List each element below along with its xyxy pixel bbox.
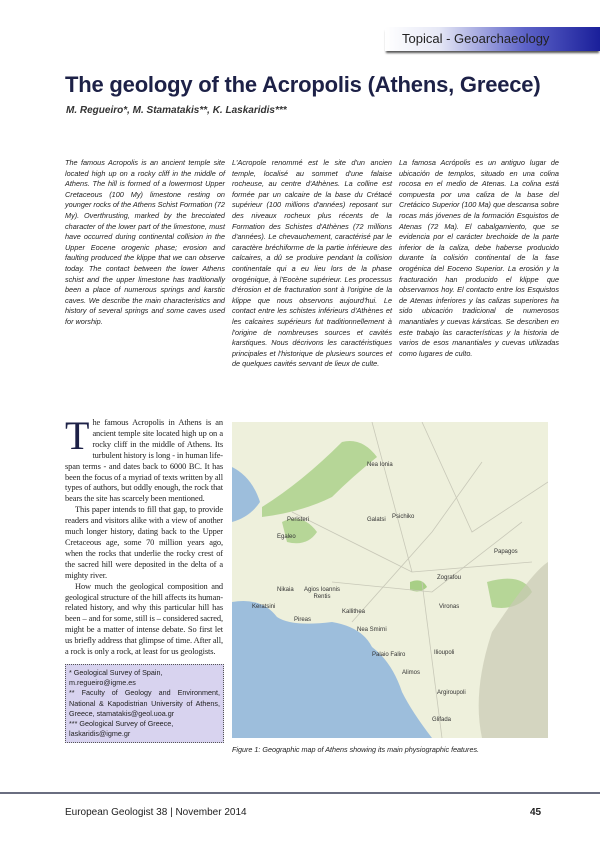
article-authors: M. Regueiro*, M. Stamatakis**, K. Laskaridis*** [66,105,287,116]
page-number: 45 [530,807,542,818]
map-label: Vironas [439,604,460,610]
left-column [65,413,223,743]
map-label: Nikaia [277,587,294,593]
paragraph-3: How much the geological composition and geological structure of the hill affects its human-related history, and why this particular hill has been – and for some, still is – considered sacred, might be a matter of intense debate. So first let us briefly address that glimpse of time. After all, a rock is only a rock, at least for us geologists. [65,581,223,657]
footer-divider [0,792,600,794]
map-label: Pireas [294,617,312,623]
map-label: Alimos [402,670,421,676]
hills [262,441,377,517]
figure-caption: Figure 1: Geographic map of Athens showing its main physiographic features. [232,745,480,754]
journal-issue: European Geologist 38 | November 2014 [65,807,247,818]
body-text [65,413,223,658]
map-label: Papagos [494,549,518,555]
map-graphic [232,422,548,738]
paragraph-2: This paper intends to fill that gap, to provide readers and visitors alike with a view of another much longer history, dating back to the Upper Cretaceous age, some 70 million years ago, when the rocks that underlie the rocky crest of the sacred hill were deposited in the delta of a mighty river. [65,505,223,580]
map-label: Ilioupoli [434,650,455,656]
map-label: Peristeri [287,517,310,523]
map-label: Palaio Faliro [372,652,406,658]
abstract-english: The famous Acropolis is an ancient temple site located high up on a rocky cliff in the middle of Athens. The hill is formed of a lowermost Upper Cretaceous (100 My) limestone resting on younger rocks of the Athens Schist Formation (72 My). Overthrusting, marked by the brecciated character of the lower part of the limestone, must have occurred during continental collision in the Upper Eocene orogenic phase; erosion and faulting produced the klippe that we can observe today. The contact between the lower Athens schist and the upper limestone has traditionally been a place of numerous springs and karstic caves. We describe the main characteristics and history of several springs and some caves used for worship. [65,158,225,326]
map-label: Argiroupoli [437,690,466,696]
athens-map [232,422,548,738]
sea [232,467,260,522]
footnote-2: ** Faculty of Geology and Environment, National & Kapodistrian University of Athens, Greece, stamatakis@geol.uoa.gr [69,688,220,718]
author-affiliations [65,664,224,743]
map-label: Galatsi [367,517,386,523]
map-label: Nea Smirni [357,627,387,633]
map-label: Nea Ionia [367,462,393,468]
section-banner [385,27,600,51]
map-label: Psichiko [392,514,415,520]
map-label: Egaleo [277,534,296,540]
map-label: Kallithea [342,609,366,615]
map-label: Zografou [437,575,462,581]
paragraph-1-text: he famous Acropolis in Athens is an ancient temple site located high up on a rocky cliff in the middle of Athens. Its turbulent history is long - in human life-span terms - and dates back to 6000 BC. It has been the focus of a myriad of texts written by all types of authors, but oddly enough, the rock that bears the site has scarcely been mentioned. [65,418,223,504]
article-title: The geology of the Acropolis (Athens, Greece) [65,72,541,97]
footnote-3: *** Geological Survey of Greece, laskaridis@igme.gr [69,718,174,739]
map-label: Glifada [432,717,452,723]
map-label: Agios Ioannis Rentis [303,587,341,600]
paragraph-1 [65,413,223,505]
abstract-spanish: La famosa Acrópolis es un antiguo lugar de ubicación de templos, situado en una colina rocosa en el medio de Atenas. La colina está compuesta por una caliza de la base del Cretácico Superior (100 Ma) que descansa sobre rocas más jóvenes de la formación Esquistos de Atenas (72 Ma). El cabalgamiento, que se evidencia por el carácter brechoide de la parte inferior de la caliza, debe haberse producido durante la colisión continental de la fase orogénica del Eoceno Superior. La erosión y la fracturación han producido el klippe que observamos hoy. El contacto entre los Esquistos de Atenas inferiores y las calizas superiores ha sido ubicación tradicional de numerosos manantiales y cuevas kársticas. Se describen en este trabajo las características y la historia de varios de esos manantiales y cuevas utilizadas como lugares de culto. [399,158,559,358]
footnote-1: * Geological Survey of Spain, m.regueiro@igme.es [69,667,163,688]
drop-cap: T [65,413,90,458]
section-label: Topical - Geoarchaeology [402,31,550,46]
abstract-french: L'Acropole renommé est le site d'un ancien temple, localisé au sommet d'une falaise rocheuse, au centre d'Athènes. La colline est formée par un calcaire de la base du Crétacé supérieur (100 millions d'années) reposant sur des niveaux rocheux plus récents de la Formation des Schistes d'Athènes (72 millions d'années). Le chevauchement, caractérisé par le caractère bréchiforme de la partie inférieure des calcaires, a dû se produire pendant la collision continentale qui a eu lieu lors de la phase orogénique, à l'Eocène supérieur. Les processus d'érosion et de fracturation sont à l'origine de la klippe que nous observons aujourd'hui. Le contact entre les schistes inférieurs d'Athènes et les calcaires supérieurs fut traditionnellement à l'origine de nombreuses sources et cavités karstiques. Nous décrivons les caractéristiques principales et l'historique de plusieurs sources et de quelques cavités servant de lieux de culte. [232,158,392,369]
map-label: Keratsini [252,604,276,610]
